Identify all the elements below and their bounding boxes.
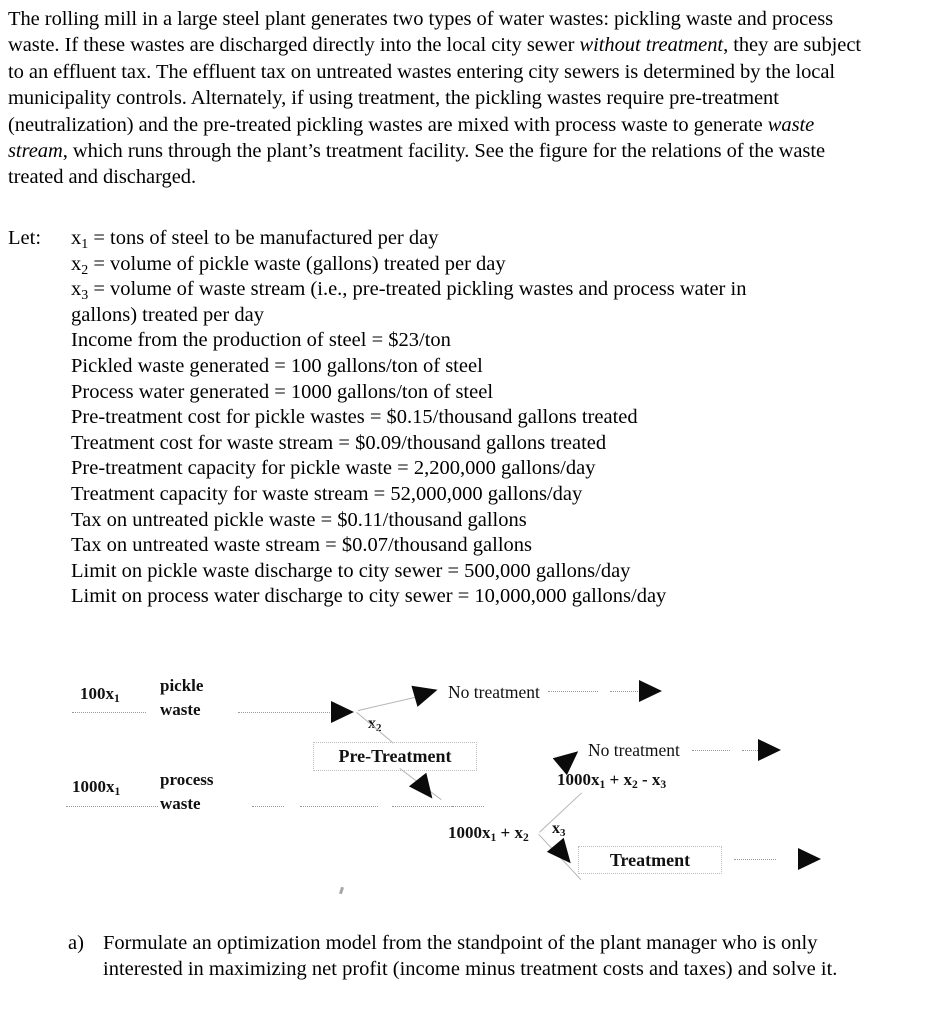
parameter-pickled-waste-generated: Pickled waste generated = 100 gallons/ton of steel bbox=[71, 354, 483, 377]
no-treatment-mid-pipe-a bbox=[692, 750, 730, 751]
untreated-stream-quantity-label: $1000x_1 + x_2 - x_3$ bbox=[557, 770, 667, 792]
no-treatment-mid-pipe-b bbox=[742, 750, 758, 751]
parameter-pretreatment-capacity: Pre-treatment capacity for pickle waste = 2,200,000 gallons/day bbox=[71, 457, 596, 480]
definition-x1 bbox=[71, 226, 888, 252]
parameter-pretreatment-cost: Pre-treatment cost for pickle wastes = $0.15/thousand gallons treated bbox=[71, 406, 638, 429]
parameter-limit-process-discharge: Limit on process water discharge to city sewer = 10,000,000 gallons/day bbox=[71, 585, 667, 608]
pre-treatment-box: Pre-Treatment bbox=[313, 742, 477, 771]
intro-text-part-2: process waste. If these wastes are discharged directly into the local city sewer without treatment, they are subject to an effluent tax. The effluent tax on untreated wastes entering city sewers is determined by the local municipality controls. Alternately, if using treatment, the pickling wastes require pre-treatment (neutralization) and the pre-treated pickling wastes are mixed with process waste to generate waste stream, which runs through the plant’s treatment facility. See the figure for the relations of the waste treated and discharged. bbox=[8, 8, 862, 189]
intro-emphasis-without-treatment: without treatment bbox=[579, 34, 724, 57]
pickle-waste-pipe bbox=[238, 712, 330, 713]
definition-x1-text: = tons of steel to be manufactured per day bbox=[88, 227, 439, 249]
no-treatment-mid-outlet-arrow-icon bbox=[758, 739, 781, 761]
definition-x3-subscript: 3 bbox=[81, 288, 89, 304]
parameter-tax-untreated-stream: Tax on untreated waste stream = $0.07/thousand gallons bbox=[71, 534, 533, 557]
process-waste-source-line2: waste bbox=[160, 794, 201, 813]
definition-x3-text: = volume of waste stream (i.e., pre-treated pickling wastes and process water in gallons) treated per day bbox=[71, 278, 747, 326]
definitions-label: Let: bbox=[8, 227, 42, 249]
definition-x1-var: x bbox=[71, 227, 82, 249]
process-waste-pipe-d bbox=[452, 806, 484, 807]
pickle-waste-source-line2: waste bbox=[160, 700, 201, 719]
definition-x2-text: = volume of pickle waste (gallons) treated per day bbox=[88, 252, 506, 275]
x3-branch-label: $x_3$ bbox=[552, 820, 566, 840]
pickle-no-treatment-arrow-icon bbox=[411, 679, 440, 707]
pickle-flow-underline bbox=[72, 712, 146, 713]
pickle-flow-rate-label: $100x_1$ bbox=[80, 684, 120, 706]
no-treatment-mid-label: No treatment bbox=[588, 740, 680, 760]
process-waste-pipe-c bbox=[392, 806, 452, 807]
treatment-inlet-arrow-icon bbox=[547, 838, 579, 871]
definition-x3-var: x bbox=[71, 278, 82, 301]
definition-x3 bbox=[71, 277, 801, 328]
parameter-limit-pickle-discharge: Limit on pickle waste discharge to city sewer = 500,000 gallons/day bbox=[71, 559, 631, 582]
no-treatment-top-pipe-a bbox=[548, 691, 598, 692]
question-a-marker: a) bbox=[68, 932, 84, 954]
definitions-list bbox=[71, 226, 888, 610]
process-waste-pipe-a bbox=[252, 806, 284, 807]
process-waste-pipe-b bbox=[300, 806, 378, 807]
definition-x1-subscript: 1 bbox=[81, 236, 89, 252]
treatment-box: Treatment bbox=[578, 846, 722, 874]
intro-emphasis-waste-stream: waste stream bbox=[8, 113, 815, 163]
definition-x2-var: x bbox=[71, 252, 82, 275]
definition-x2 bbox=[71, 252, 888, 278]
parameter-income: Income from the production of steel = $23/ton bbox=[71, 329, 451, 352]
no-treatment-top-pipe-b bbox=[610, 691, 638, 692]
no-treatment-top-label: No treatment bbox=[448, 682, 540, 702]
definition-x2-subscript: 2 bbox=[81, 262, 89, 278]
intro-paragraph bbox=[8, 6, 864, 191]
treatment-outlet-arrow-icon bbox=[798, 848, 821, 870]
x2-branch-label: $x_2$ bbox=[368, 715, 382, 735]
pickle-waste-source-line1: pickle bbox=[160, 676, 204, 695]
process-flow-rate-label: $1000x_1$ bbox=[72, 777, 121, 799]
pickle-split-arrow-icon bbox=[331, 701, 354, 723]
intro-text-part-1: The rolling mill in a large steel plant generates two types of water wastes: pickling waste and bbox=[8, 8, 767, 30]
scan-artifact-speck bbox=[339, 887, 344, 895]
parameter-treatment-capacity: Treatment capacity for waste stream = 52,000,000 gallons/day bbox=[71, 482, 583, 505]
process-flow-underline bbox=[66, 806, 158, 807]
definitions-block bbox=[8, 226, 888, 610]
treatment-outlet-pipe bbox=[734, 859, 776, 860]
parameter-tax-untreated-pickle: Tax on untreated pickle waste = $0.11/thousand gallons bbox=[71, 508, 527, 531]
parameter-treatment-cost: Treatment cost for waste stream = $0.09/thousand gallons treated bbox=[71, 431, 607, 454]
no-treatment-top-outlet-arrow-icon bbox=[639, 680, 662, 702]
parameter-process-water-generated: Process water generated = 1000 gallons/ton of steel bbox=[71, 380, 494, 403]
question-a bbox=[68, 930, 858, 983]
process-waste-source-line1: process bbox=[160, 770, 214, 789]
waste-flow-diagram bbox=[0, 660, 926, 910]
question-a-text: Formulate an optimization model from the standpoint of the plant manager who is only interested in maximizing net profit (income minus treatment costs and taxes) and solve it. bbox=[103, 932, 838, 981]
mixed-stream-label: $1000x_1 + x_2$ bbox=[448, 823, 529, 845]
